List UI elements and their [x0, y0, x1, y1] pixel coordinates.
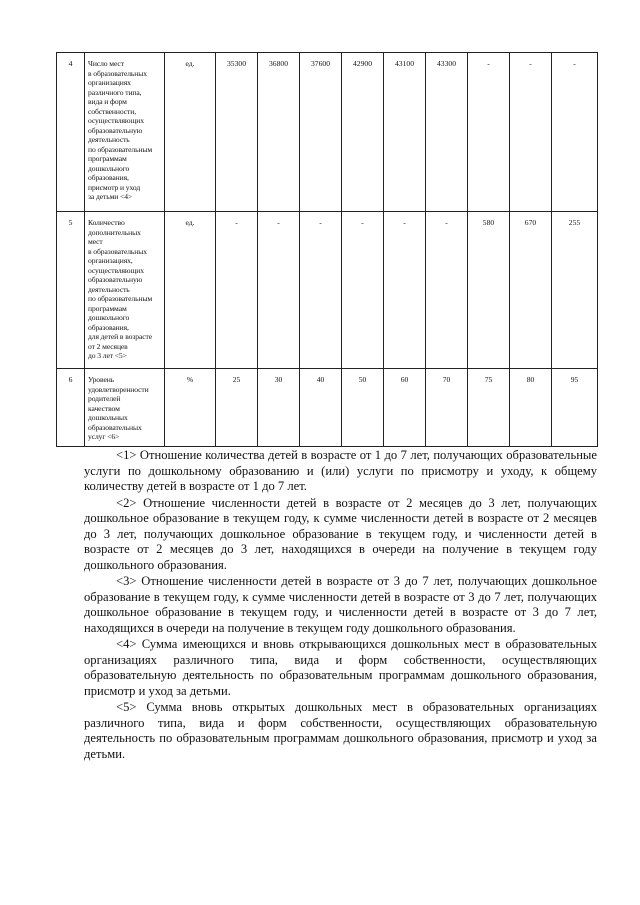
row-value: 580 [468, 212, 510, 369]
row-number: 6 [57, 369, 85, 447]
row-value: 95 [552, 369, 598, 447]
footnote-4: <4> Сумма имеющихся и вновь открывающихся дошкольных мест в образовательных организациях различного типа, вида и форм собственности, осуществляющих образовательную деятельность по образовательным программам дошкольного образования, присмотр и уход за детьми. [84, 637, 597, 698]
row-value: 40 [300, 369, 342, 447]
row-value: - [426, 212, 468, 369]
row-value: 70 [426, 369, 468, 447]
row-value: - [468, 53, 510, 212]
row-number: 4 [57, 53, 85, 212]
indicator-table-body [57, 53, 598, 447]
table-row [57, 53, 598, 212]
table-row [57, 212, 598, 369]
row-value: - [552, 53, 598, 212]
table-row [57, 369, 598, 447]
row-value: - [510, 53, 552, 212]
footnote-2: <2> Отношение численности детей в возрасте от 2 месяцев до 3 лет, получающих дошкольное образование в текущем году, к сумме численности детей в возрасте от 2 месяцев до 3 лет, получающих дошкольное образование в текущем году, и численности детей в возрасте от 2 месяцев до 3 лет, находящихся в очереди на получение в текущем году дошкольного образования. [84, 495, 597, 572]
row-unit: ед. [165, 212, 216, 369]
row-value: 255 [552, 212, 598, 369]
row-value: 25 [216, 369, 258, 447]
row-description: Количество дополнительных мест в образовательных организациях, осуществляющих образовательную деятельность по образовательным программам дошкольного образования, для детей в возрасте от 2 месяцев до 3 лет <5> [85, 212, 165, 369]
row-number: 5 [57, 212, 85, 369]
row-value: 670 [510, 212, 552, 369]
footnote-5: <5> Сумма вновь открытых дошкольных мест в образовательных организациях различного типа, вида и форм собственности, осуществляющих образовательную деятельность по образовательным программам дошкольного образования, присмотр и уход за детьми. [84, 700, 597, 761]
row-value: 43300 [426, 53, 468, 212]
row-value: 37600 [300, 53, 342, 212]
row-value: 36800 [258, 53, 300, 212]
row-description: Уровень удовлетворенности родителей качеством дошкольных образовательных услуг <6> [85, 369, 165, 447]
footnote-3: <3> Отношение численности детей в возрасте от 3 до 7 лет, получающих дошкольное образование в текущем году, к сумме численности детей в возрасте от 3 до 7 лет, получающих дошкольное образование в текущем году, и численности детей в возрасте от 3 до 7 лет, находящихся в очереди на получение в текущем году дошкольного образования. [84, 574, 597, 635]
row-value: 30 [258, 369, 300, 447]
row-value: 80 [510, 369, 552, 447]
row-unit: % [165, 369, 216, 447]
indicator-table [56, 52, 598, 447]
row-description: Число мест в образовательных организациях различного типа, вида и форм собственности, осуществляющих образовательную деятельность по образовательным программам дошкольного образования, присмотр и уход за детьми <4> [85, 53, 165, 212]
row-value: 43100 [384, 53, 426, 212]
row-value: 42900 [342, 53, 384, 212]
footnote-1: <1> Отношение количества детей в возрасте от 1 до 7 лет, получающих образовательные услуги по дошкольному образованию и (или) услуги по присмотру и уходу, к общему количеству детей в возрасте от 1 до 7 лет. [84, 448, 597, 493]
row-value: 75 [468, 369, 510, 447]
row-value: - [300, 212, 342, 369]
footnotes [84, 448, 597, 762]
row-value: 50 [342, 369, 384, 447]
row-value: - [384, 212, 426, 369]
row-value: - [342, 212, 384, 369]
row-value: - [258, 212, 300, 369]
row-value: - [216, 212, 258, 369]
row-value: 35300 [216, 53, 258, 212]
row-value: 60 [384, 369, 426, 447]
row-unit: ед. [165, 53, 216, 212]
